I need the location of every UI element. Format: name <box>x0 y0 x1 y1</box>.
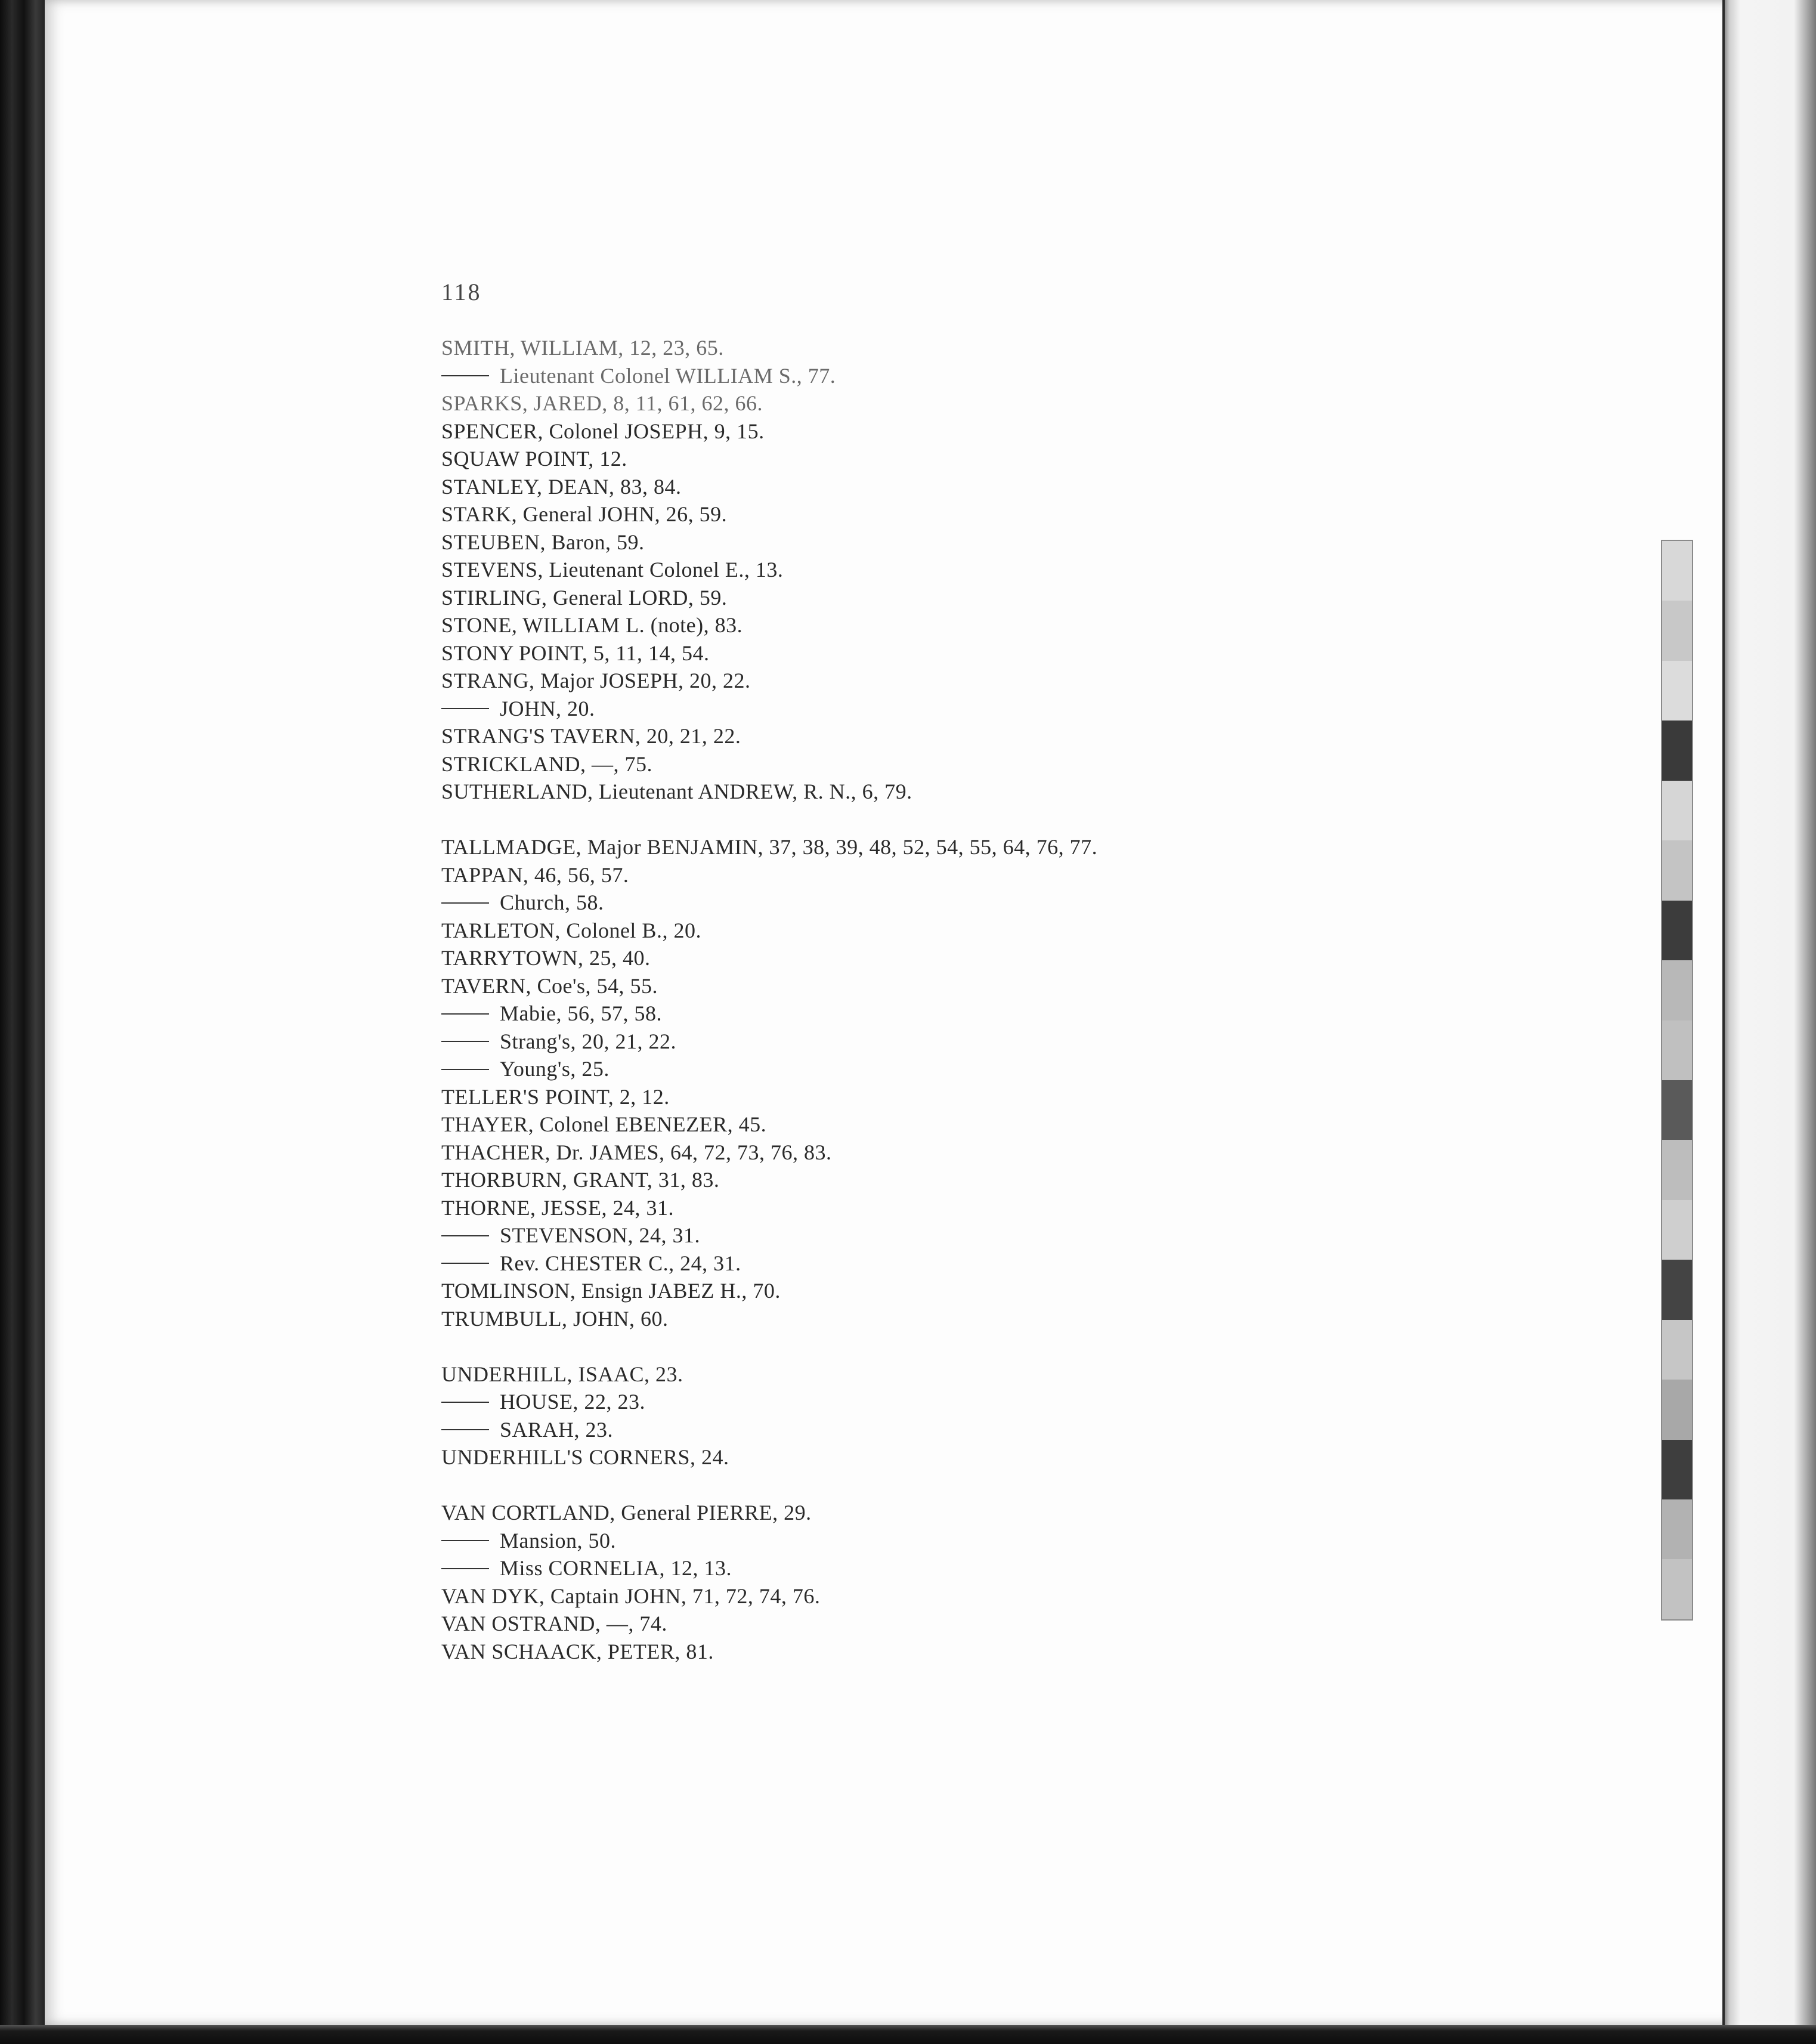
index-section-t <box>441 833 1574 1332</box>
gray-patch <box>1662 1200 1692 1260</box>
gray-patch <box>1662 840 1692 900</box>
index-entry <box>441 556 1574 584</box>
gray-patch <box>1662 1320 1692 1380</box>
index-entry <box>441 1166 1574 1194</box>
entry-text: STEVENS, Lieutenant Colonel E., 13. <box>441 558 784 582</box>
gray-patch <box>1662 901 1692 960</box>
entry-text: STRICKLAND, —, 75. <box>441 752 653 776</box>
index-entry <box>441 528 1574 556</box>
index-subentry <box>441 362 1574 390</box>
index-subentry <box>441 1250 1574 1278</box>
entry-text: SARAH, 23. <box>500 1417 614 1442</box>
index-entry <box>441 500 1574 528</box>
entry-text: STEVENSON, 24, 31. <box>500 1223 701 1247</box>
entry-text: HOUSE, 22, 23. <box>500 1390 646 1414</box>
entry-text: UNDERHILL, ISAAC, 23. <box>441 1362 683 1386</box>
grayscale-calibration-strip <box>1661 540 1693 1621</box>
index-subentry <box>441 695 1574 723</box>
entry-text: THACHER, Dr. JAMES, 64, 72, 73, 76, 83. <box>441 1140 832 1164</box>
index-subentry <box>441 889 1574 917</box>
gray-patch <box>1662 1080 1692 1140</box>
ditto-dash <box>441 1540 489 1541</box>
index-subentry <box>441 1554 1574 1582</box>
gray-patch <box>1662 1021 1692 1080</box>
ditto-dash <box>441 1429 489 1430</box>
section-gap <box>441 1471 1574 1499</box>
entry-text: TARRYTOWN, 25, 40. <box>441 946 651 970</box>
ditto-dash <box>441 1069 489 1070</box>
gray-patch <box>1662 781 1692 840</box>
entry-text: THORBURN, GRANT, 31, 83. <box>441 1168 720 1192</box>
index-subentry <box>441 1028 1574 1056</box>
gray-patch <box>1662 1260 1692 1319</box>
entry-text: STONE, WILLIAM L. (note), 83. <box>441 613 743 637</box>
entry-text: Mansion, 50. <box>500 1528 616 1553</box>
entry-text: TELLER'S POINT, 2, 12. <box>441 1084 670 1109</box>
index-entry <box>441 972 1574 1000</box>
entry-text: Mabie, 56, 57, 58. <box>500 1001 662 1025</box>
gray-patch <box>1662 960 1692 1020</box>
entry-text: SQUAW POINT, 12. <box>441 447 627 471</box>
index-entry <box>441 611 1574 639</box>
entry-text: TARLETON, Colonel B., 20. <box>441 918 701 942</box>
index-subentry <box>441 1416 1574 1444</box>
entry-text: Strang's, 20, 21, 22. <box>500 1029 676 1053</box>
index-entry <box>441 750 1574 778</box>
index-entry <box>441 445 1574 473</box>
index-entry <box>441 833 1574 861</box>
index-section-s <box>441 334 1574 806</box>
index-entry <box>441 778 1574 806</box>
index-entry <box>441 917 1574 945</box>
index-entry <box>441 1305 1574 1333</box>
entry-text: THORNE, JESSE, 24, 31. <box>441 1195 675 1220</box>
ditto-dash <box>441 708 489 709</box>
entry-text: SPENCER, Colonel JOSEPH, 9, 15. <box>441 419 765 443</box>
index-entry <box>441 473 1574 501</box>
index-entry <box>441 1360 1574 1389</box>
index-entry <box>441 389 1574 418</box>
gray-patch <box>1662 1380 1692 1439</box>
entry-text: JOHN, 20. <box>500 696 595 720</box>
entry-text: VAN DYK, Captain JOHN, 71, 72, 74, 76. <box>441 1584 821 1608</box>
entry-text: STARK, General JOHN, 26, 59. <box>441 502 728 526</box>
index-subentry <box>441 1222 1574 1250</box>
index-entry <box>441 639 1574 667</box>
entry-text: STRANG, Major JOSEPH, 20, 22. <box>441 669 751 692</box>
entry-text: SPARKS, JARED, 8, 11, 61, 62, 66. <box>441 391 763 415</box>
index-entry <box>441 944 1574 972</box>
index-section-u <box>441 1360 1574 1471</box>
ditto-dash <box>441 1013 489 1015</box>
index-entry <box>441 1610 1574 1638</box>
index-subentry <box>441 1388 1574 1416</box>
page-edge-bottom <box>0 2025 1816 2044</box>
gray-patch <box>1662 1140 1692 1199</box>
entry-text: THAYER, Colonel EBENEZER, 45. <box>441 1112 767 1136</box>
entry-text: Miss CORNELIA, 12, 13. <box>500 1556 732 1580</box>
index-entry <box>441 861 1574 889</box>
index-entry <box>441 1582 1574 1610</box>
entry-text: STRANG'S TAVERN, 20, 21, 22. <box>441 724 741 748</box>
entry-text: TAVERN, Coe's, 54, 55. <box>441 973 658 998</box>
ditto-dash <box>441 902 489 904</box>
ditto-dash <box>441 1568 489 1569</box>
entry-text: Church, 58. <box>500 890 604 914</box>
page-edge-line <box>1722 0 1725 2044</box>
index-entry <box>441 1638 1574 1666</box>
index-entry <box>441 334 1574 362</box>
ditto-dash <box>441 1263 489 1264</box>
index-subentry <box>441 1055 1574 1083</box>
page-number: 118 <box>441 279 482 305</box>
index-entry <box>441 1443 1574 1471</box>
index-entry <box>441 1083 1574 1111</box>
entry-text: VAN SCHAACK, PETER, 81. <box>441 1639 714 1663</box>
gray-patch <box>1662 661 1692 720</box>
entry-text: VAN OSTRAND, —, 74. <box>441 1612 667 1635</box>
entry-text: Lieutenant Colonel WILLIAM S., 77. <box>500 363 836 388</box>
gray-patch <box>1662 1499 1692 1559</box>
gray-patch <box>1662 720 1692 780</box>
gray-patch <box>1662 601 1692 660</box>
ditto-dash <box>441 1402 489 1403</box>
ditto-dash <box>441 1041 489 1042</box>
entry-text: SUTHERLAND, Lieutenant ANDREW, R. N., 6, 79. <box>441 780 912 803</box>
entry-text: STIRLING, General LORD, 59. <box>441 585 728 610</box>
ditto-dash <box>441 375 489 376</box>
gray-patch <box>1662 541 1692 601</box>
index-section-v <box>441 1499 1574 1665</box>
index-entry <box>441 418 1574 446</box>
index-subentry <box>441 1000 1574 1028</box>
entry-text: Rev. CHESTER C., 24, 31. <box>500 1251 741 1275</box>
index-entry <box>441 1139 1574 1167</box>
entry-text: STEUBEN, Baron, 59. <box>441 530 645 554</box>
section-gap <box>441 806 1574 834</box>
ditto-dash <box>441 1235 489 1236</box>
index-entries <box>441 334 1574 1665</box>
entry-text: STANLEY, DEAN, 83, 84. <box>441 474 682 499</box>
index-entry <box>441 722 1574 750</box>
index-entry <box>441 1194 1574 1222</box>
index-entry <box>441 1111 1574 1139</box>
section-gap <box>441 1332 1574 1360</box>
entry-text: TAPPAN, 46, 56, 57. <box>441 862 629 887</box>
entry-text: SMITH, WILLIAM, 12, 23, 65. <box>441 336 724 360</box>
index-text-block <box>441 280 1574 1665</box>
index-entry <box>441 667 1574 695</box>
entry-text: TRUMBULL, JOHN, 60. <box>441 1306 669 1331</box>
index-entry <box>441 584 1574 612</box>
entry-text: TOMLINSON, Ensign JABEZ H., 70. <box>441 1279 781 1303</box>
entry-text: Young's, 25. <box>500 1057 610 1081</box>
entry-text: TALLMADGE, Major BENJAMIN, 37, 38, 39, 48, 52, 54, 55, 64, 76, 77. <box>441 835 1098 859</box>
index-entry <box>441 1499 1574 1527</box>
index-entry <box>441 1277 1574 1305</box>
entry-text: STONY POINT, 5, 11, 14, 54. <box>441 641 710 665</box>
entry-text: UNDERHILL'S CORNERS, 24. <box>441 1445 729 1469</box>
page-edge-right <box>1722 0 1816 2044</box>
gray-patch <box>1662 1440 1692 1499</box>
index-subentry <box>441 1527 1574 1555</box>
gray-patch <box>1662 1559 1692 1619</box>
entry-text: VAN CORTLAND, General PIERRE, 29. <box>441 1501 812 1525</box>
